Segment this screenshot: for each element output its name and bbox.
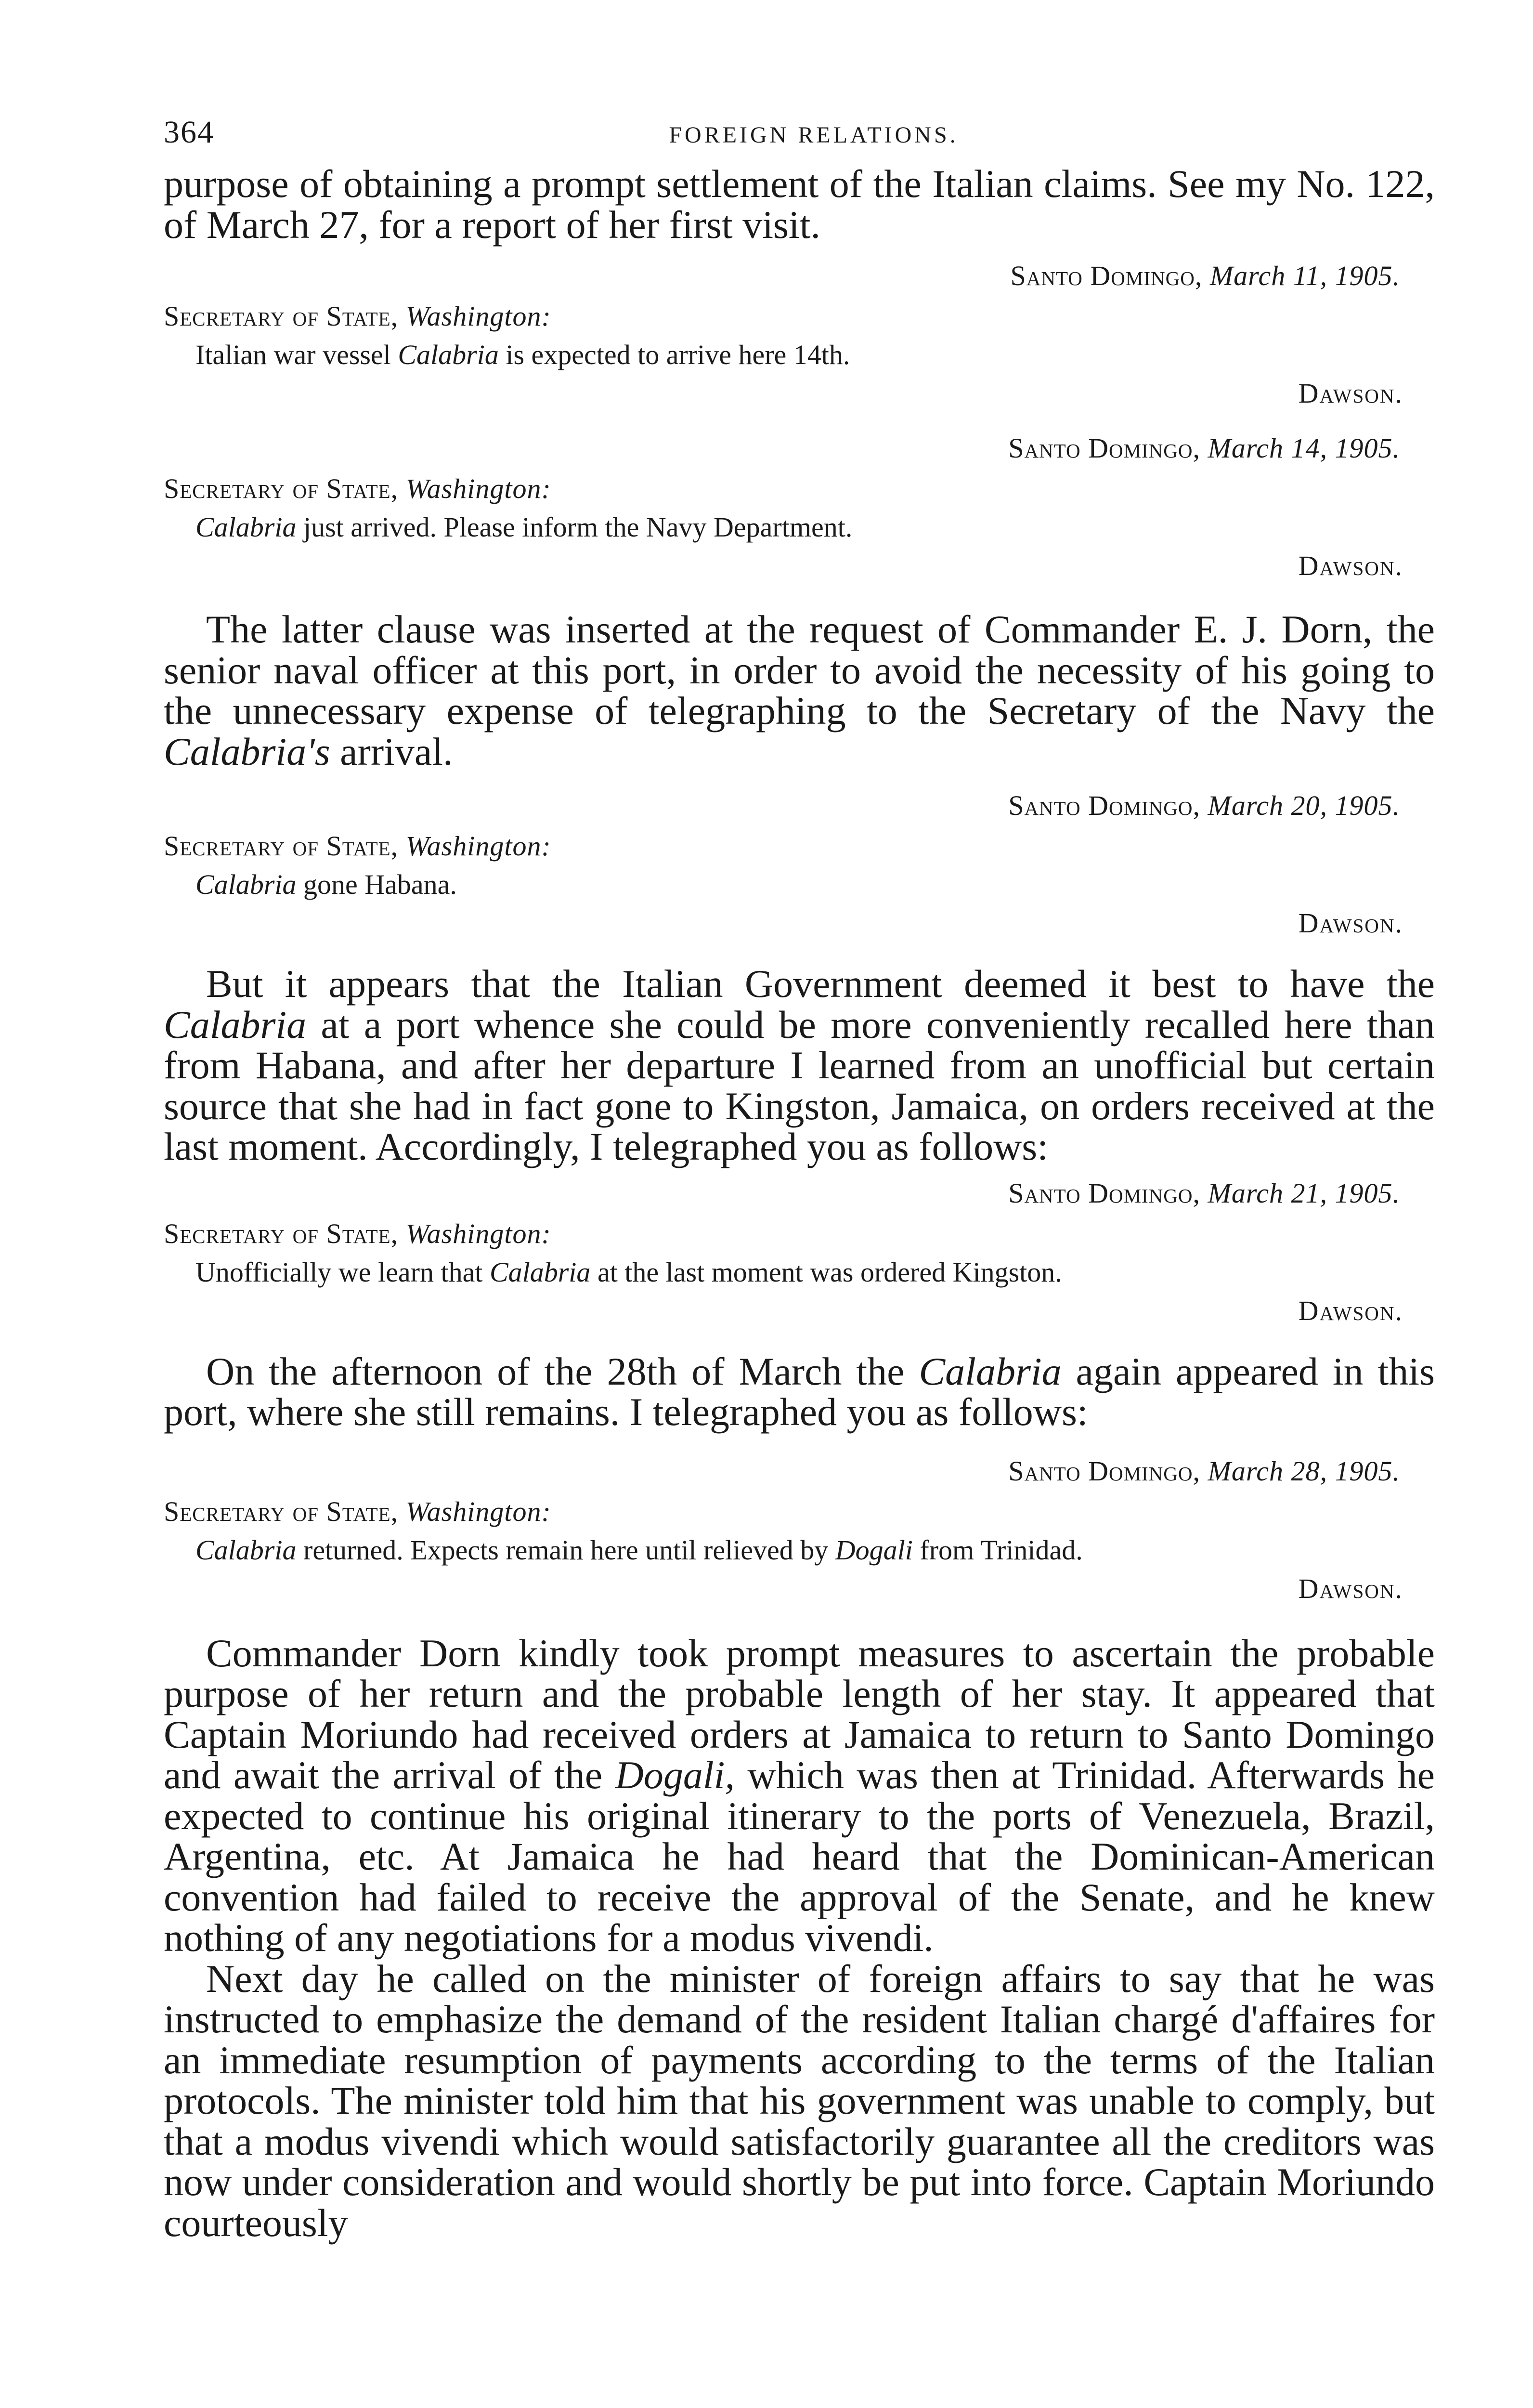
telegram-march-11 <box>164 257 1435 413</box>
paragraph-latter-clause: The latter clause was inserted at the request of Commander E. J. Dorn, the senior naval officer at this port, in order to avoid the necessity of his going to the unnecessary expense of telegraphing to the Secretary of the Navy the Calabria's arrival. <box>164 607 1435 773</box>
paragraph-opening: purpose of obtaining a prompt settlement of the Italian claims. See my No. 122, of March 27, for a report of her first visit. <box>164 162 1435 247</box>
telegram-addressee: Secretary of State, Washington: <box>164 830 551 862</box>
telegram-dateline: Santo Domingo, March 28, 1905. <box>1008 1455 1400 1487</box>
telegram-addressee: Secretary of State, Washington: <box>164 301 551 332</box>
telegram-signature: Dawson. <box>1298 1572 1403 1604</box>
telegram-signature: Dawson. <box>1298 907 1403 939</box>
paragraph-italian-government: But it appears that the Italian Government deemed it best to have the Calabria at a port whence she could be more conveniently recalled here than from Habana, and after her departure I learned from an unofficial but certain source that she had in fact gone to Kingston, Jamaica, on orders received at the last moment. Accordingly, I telegraphed you as follows: <box>164 962 1435 1168</box>
telegram-text: Calabria returned. Expects remain here until relieved by Dogali from Trinidad. <box>195 1534 1083 1566</box>
telegram-march-20 <box>164 786 1435 942</box>
telegram-signature: Dawson. <box>1298 550 1403 581</box>
telegram-addressee: Secretary of State, Washington: <box>164 1217 551 1249</box>
telegram-addressee: Secretary of State, Washington: <box>164 1495 551 1527</box>
telegram-march-21 <box>164 1174 1435 1330</box>
paragraph-next-day: Next day he called on the minister of foreign affairs to say that he was instructed to emphasize the demand of the resident Italian chargé d'affaires for an immediate resumption of payments according to the terms of the Italian protocols. The minister told him that his government was unable to comply, but that a modus vivendi which would satisfactorily guarantee all the creditors was now under consideration and would shortly be put into force. Captain Moriundo courteously <box>164 1956 1435 2245</box>
telegram-signature: Dawson. <box>1298 378 1403 409</box>
telegram-text: Italian war vessel Calabria is expected to arrive here 14th. <box>195 339 850 370</box>
telegram-dateline: Santo Domingo, March 11, 1905. <box>1010 260 1400 291</box>
telegram-signature: Dawson. <box>1298 1295 1403 1326</box>
telegram-text: Calabria just arrived. Please inform the Navy Department. <box>195 511 853 543</box>
paragraph-commander-dorn: Commander Dorn kindly took prompt measures to ascertain the probable purpose of her return and the probable length of her stay. It appeared that Captain Moriundo had received orders at Jamaica to return to Santo Domingo and await the arrival of the Dogali, which was then at Trinidad. Afterwards he expected to continue his original itinerary to the ports of Venezuela, Brazil, Argentina, etc. At Jamaica he had heard that the Dominican-American convention had failed to receive the approval of the Senate, and he knew nothing of any negotiations for a modus vivendi. <box>164 1631 1435 1960</box>
paragraph-afternoon: On the afternoon of the 28th of March the Calabria again appeared in this port, where she still remains. I telegraphed you as follows: <box>164 1349 1435 1434</box>
telegram-march-14 <box>164 429 1435 585</box>
telegram-march-28 <box>164 1452 1435 1608</box>
telegram-dateline: Santo Domingo, March 21, 1905. <box>1008 1177 1400 1209</box>
telegram-dateline: Santo Domingo, March 14, 1905. <box>1008 432 1400 464</box>
telegram-addressee: Secretary of State, Washington: <box>164 473 551 504</box>
telegram-dateline: Santo Domingo, March 20, 1905. <box>1008 790 1400 821</box>
telegram-text: Unofficially we learn that Calabria at the last moment was ordered Kingston. <box>195 1256 1062 1288</box>
document-page <box>164 111 1435 2243</box>
page-number: 364 <box>164 115 214 150</box>
running-head: FOREIGN RELATIONS. <box>669 122 959 148</box>
telegram-text: Calabria gone Habana. <box>195 869 457 900</box>
page-header <box>164 111 1435 164</box>
